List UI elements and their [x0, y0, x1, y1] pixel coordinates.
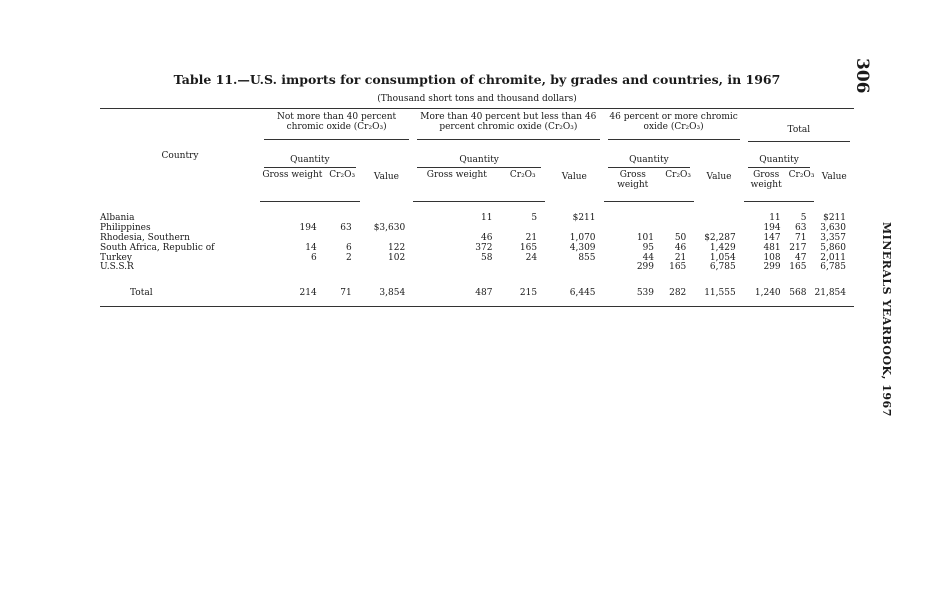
value-cell: 47	[794, 252, 807, 263]
value-cell	[500, 224, 545, 234]
value-cell: 4,309	[569, 242, 596, 253]
country-cell: Rhodesia, Southern	[100, 232, 190, 243]
group-header-label: Total	[748, 126, 850, 143]
value-cell: 6	[311, 252, 317, 263]
running-head: MINERALS YEARBOOK, 1967	[880, 222, 893, 417]
value-cell: 165	[789, 262, 807, 273]
value-cell: 215	[500, 285, 545, 307]
value-cell: 14	[305, 242, 317, 253]
country-cell: Albania	[100, 213, 135, 223]
total-row	[100, 285, 854, 307]
value-header: Value	[561, 172, 587, 183]
gross-weight-header: Gross weight	[260, 169, 325, 202]
value-cell: 5	[800, 213, 807, 223]
group-header-mid-grade	[413, 109, 603, 156]
table-row	[100, 224, 854, 234]
group-header-label: Not more than 40 percent chromic oxide (Cr₂O₃)	[264, 113, 409, 140]
cr2o3-header: Cr₂O₃	[789, 169, 815, 202]
value-cell: $211	[572, 213, 596, 223]
value-cell: 2,011	[820, 252, 846, 263]
value-cell	[604, 214, 663, 224]
gross-weight-header: Gross weight	[604, 169, 663, 202]
value-cell: 11	[769, 213, 781, 223]
cr2o3-header: Cr₂O₃	[500, 169, 545, 202]
quantity-header-label: Quantity	[264, 156, 356, 169]
gross-weight-header: Gross weight	[744, 169, 789, 202]
imports-table	[100, 108, 854, 307]
table-row	[100, 263, 854, 273]
value-cell: 71	[325, 285, 360, 307]
value-cell: 58	[481, 252, 493, 263]
value-cell: 1,054	[709, 252, 736, 263]
quantity-header-label: Quantity	[748, 156, 811, 169]
table-row	[100, 214, 854, 224]
value-cell: $211	[823, 213, 846, 223]
value-cell: 6,445	[545, 285, 603, 307]
value-cell: 299	[636, 262, 655, 273]
value-cell: 282	[662, 285, 694, 307]
value-cell: 1,429	[709, 242, 736, 253]
value-cell: 194	[299, 222, 317, 233]
group-header-high-grade	[604, 109, 744, 156]
value-cell: 46	[674, 242, 687, 253]
value-cell: 3,357	[820, 232, 846, 243]
total-label: Total	[100, 285, 260, 307]
value-cell: 5	[531, 213, 538, 223]
quantity-header-label: Quantity	[417, 156, 541, 169]
value-cell: 539	[604, 285, 663, 307]
value-cell: 46	[481, 232, 493, 243]
value-cell	[662, 214, 694, 224]
group-header-label: 46 percent or more chromic oxide (Cr₂O₃)	[608, 113, 740, 140]
value-cell: 372	[475, 242, 493, 253]
country-cell: U.S.S.R	[100, 262, 134, 273]
table-subtitle: (Thousand short tons and thousand dollars)	[377, 94, 577, 104]
value-cell: 122	[388, 242, 406, 253]
value-cell: 299	[763, 262, 781, 273]
value-cell	[545, 263, 603, 273]
country-cell: Turkey	[100, 252, 132, 263]
value-header: Value	[706, 172, 732, 183]
value-cell	[360, 234, 414, 244]
value-cell: 855	[578, 252, 596, 263]
value-cell: 63	[794, 222, 807, 233]
gross-weight-header: Gross weight	[413, 169, 500, 202]
value-cell: 194	[763, 222, 781, 233]
value-cell: 44	[642, 252, 655, 263]
table-row	[100, 244, 854, 254]
spacer-row	[100, 273, 854, 285]
value-cell: 108	[763, 252, 781, 263]
page-number: 306	[852, 58, 872, 94]
value-cell	[260, 263, 325, 273]
table-title: Table 11.—U.S. imports for consumption of chromite, by grades and countries, in 1967	[173, 72, 781, 87]
value-cell: 3,630	[820, 222, 846, 233]
group-header-label: More than 40 percent but less than 46 percent chromic oxide (Cr₂O₃)	[417, 113, 599, 140]
value-cell: 568	[789, 285, 815, 307]
value-cell: 214	[260, 285, 325, 307]
quantity-header	[744, 155, 815, 169]
value-cell: 165	[669, 262, 687, 273]
cr2o3-header: Cr₂O₃	[325, 169, 360, 202]
value-cell: 24	[525, 252, 538, 263]
value-cell	[500, 263, 545, 273]
value-cell: 1,240	[744, 285, 789, 307]
country-column-header: Country	[100, 109, 260, 202]
value-cell: 63	[340, 222, 352, 233]
value-cell: 6,785	[820, 262, 846, 273]
value-cell: 21	[525, 232, 538, 243]
value-cell: 217	[789, 242, 807, 253]
table-body	[100, 202, 854, 307]
value-cell: 2	[345, 252, 352, 263]
value-cell: 11,555	[694, 285, 743, 307]
spacer-row	[100, 202, 854, 215]
cr2o3-header: Cr₂O₃	[662, 169, 694, 202]
value-cell: 6,785	[709, 262, 736, 273]
table-row	[100, 254, 854, 264]
value-cell	[325, 234, 360, 244]
value-cell: 21	[674, 252, 687, 263]
value-cell	[413, 263, 500, 273]
value-cell: 481	[763, 242, 781, 253]
value-cell: $3,630	[373, 222, 406, 233]
value-cell: $2,287	[704, 232, 736, 243]
quantity-header-label: Quantity	[608, 156, 691, 169]
quantity-header	[260, 155, 360, 169]
group-header-total	[744, 109, 854, 156]
value-cell: 5,860	[820, 242, 846, 253]
value-cell: 165	[519, 242, 538, 253]
value-header: Value	[373, 172, 399, 183]
value-cell: 1,070	[569, 232, 596, 243]
value-cell	[325, 263, 360, 273]
value-cell: 101	[636, 232, 655, 243]
value-cell: 147	[763, 232, 781, 243]
value-cell: 95	[642, 242, 655, 253]
value-cell	[694, 214, 743, 224]
group-header-low-grade	[260, 109, 413, 156]
quantity-header	[413, 155, 545, 169]
quantity-header	[604, 155, 695, 169]
value-cell: 50	[674, 232, 687, 243]
value-cell: 3,854	[360, 285, 414, 307]
value-cell: 71	[794, 232, 807, 243]
value-cell: 11	[481, 213, 493, 223]
value-cell: 102	[388, 252, 406, 263]
value-header: Value	[821, 172, 847, 183]
country-cell: Philippines	[100, 222, 151, 233]
value-cell: 487	[413, 285, 500, 307]
value-cell: 21,854	[814, 285, 854, 307]
value-cell: 6	[345, 242, 352, 253]
value-cell	[360, 263, 414, 273]
country-cell: South Africa, Republic of	[100, 242, 215, 253]
